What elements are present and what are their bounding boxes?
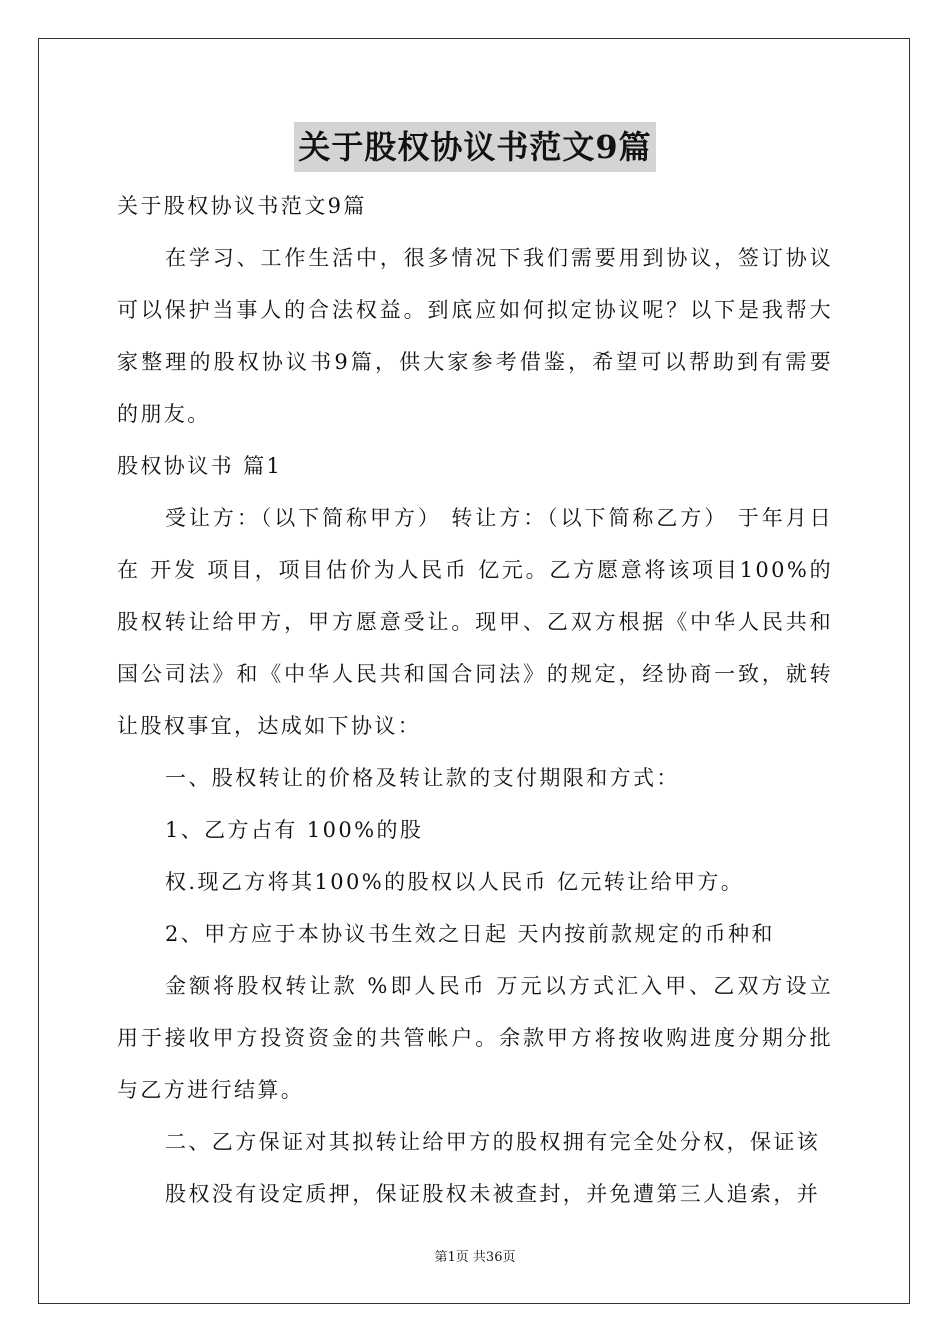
clause-one-item-1: 1、乙方占有 100%的股	[165, 818, 424, 842]
clause-two-cont: 股权没有设定质押，保证股权未被查封，并免遭第三人追索，并	[165, 1182, 821, 1206]
clause-one-item-2: 2、甲方应于本协议书生效之日起 天内按前款规定的币种和	[165, 922, 775, 946]
intro-paragraph: 在学习、工作生活中，很多情况下我们需要用到协议，签订协议可以保护当事人的合法权益。到底应如何拟定协议呢？以下是我帮大家整理的股权协议书9篇，供大家参考借鉴，希望可以帮助到有需要的朋友。	[117, 246, 833, 426]
document-title: 关于股权协议书范文9篇	[294, 122, 655, 172]
section-heading: 股权协议书 篇1	[117, 454, 283, 478]
page-footer: 第1页 共36页	[434, 1250, 516, 1265]
clause-one-item-1-cont: 权.现乙方将其100%的股权以人民币 亿元转让给甲方。	[165, 870, 745, 894]
document-body	[117, 180, 833, 1220]
title-container	[0, 122, 950, 172]
clause-two: 二、乙方保证对其拟转让给甲方的股权拥有完全处分权，保证该	[165, 1130, 821, 1154]
clause-one-item-2-cont: 金额将股权转让款 %即人民币 万元以方式汇入甲、乙双方设立用于接收甲方投资资金的共管帐户。余款甲方将按收购进度分期分批与乙方进行结算。	[117, 974, 833, 1102]
subtitle-line: 关于股权协议书范文9篇	[117, 194, 367, 218]
parties-paragraph: 受让方：（以下简称甲方） 转让方：（以下简称乙方） 于年月日在 开发 项目，项目估价为人民币 亿元。乙方愿意将该项目100%的股权转让给甲方，甲方愿意受让。现甲、乙双方根据《中华人民共和国公司法》和《中华人民共和国合同法》的规定，经协商一致，就转让股权事宜，达成如下协议：	[117, 506, 833, 738]
clause-one-heading: 一、股权转让的价格及转让款的支付期限和方式：	[165, 766, 680, 790]
